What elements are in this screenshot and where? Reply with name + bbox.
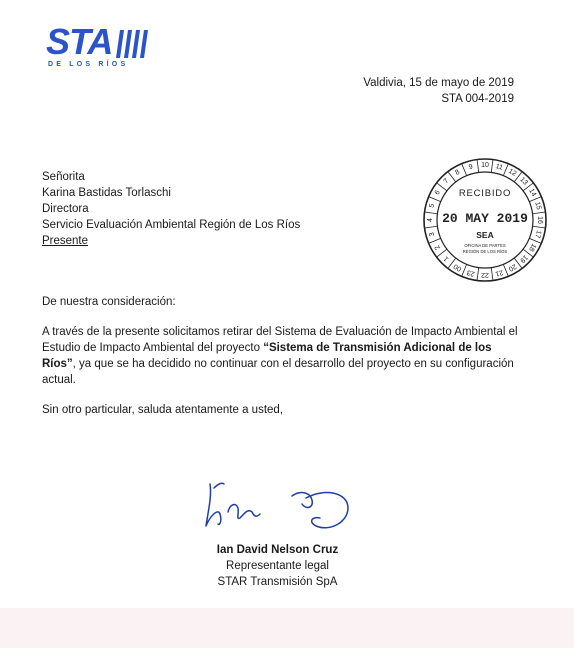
stamp-ring-number: 20: [507, 262, 518, 273]
stamp-ring-number: 12: [507, 167, 518, 178]
recipient-presente: Presente: [42, 235, 89, 247]
stamp-ring-number: 23: [466, 268, 476, 278]
signatory-company: STAR Transmisión SpA: [217, 576, 338, 588]
logo-subtitle: DE LOS RÍOS: [48, 61, 129, 68]
handwritten-signature: [196, 474, 360, 540]
received-stamp: [421, 156, 549, 284]
stamp-ring-number: 2: [433, 243, 442, 251]
stamp-ring-number: 1: [442, 254, 451, 263]
stamp-ring-number: 14: [527, 187, 538, 198]
reference-number: STA 004-2019: [441, 93, 514, 105]
body-paragraph: [42, 324, 520, 388]
stamp-ring-number: 8: [454, 168, 462, 177]
stamp-ring-number: 11: [494, 163, 504, 172]
stamp-label: RECIBIDO: [458, 188, 512, 199]
stamp-ring-divider: [429, 197, 441, 202]
stamp-ring-divider: [425, 226, 438, 228]
stamp-ring-number: 15: [533, 201, 543, 211]
stamp-line1: OFICINA DE PARTES: [464, 243, 506, 248]
date-reference-block: [363, 75, 514, 107]
stamp-ring-divider: [491, 160, 493, 173]
signatory-role: Representante legal: [226, 560, 329, 572]
recipient-salutation: Señorita: [42, 171, 85, 183]
stamp-ring-number: 22: [481, 271, 489, 278]
stamp-ring-divider: [491, 268, 493, 281]
stamp-ring-number: 13: [518, 176, 529, 187]
stamp-ring-divider: [477, 160, 479, 173]
stamp-ring-divider: [462, 164, 467, 176]
stamp-ring-number: 6: [433, 189, 442, 197]
stamp-office: SEA: [476, 230, 494, 240]
closing-line: Sin otro particular, saluda atentamente a usted,: [42, 404, 284, 416]
body-text-part1: A través de la presente solicitamos retirar del Sistema de Evaluación de Impacto Ambiental el Estudio de Impacto Ambiental del proyecto: [42, 326, 518, 354]
stamp-ring-number: 3: [428, 231, 437, 237]
recipient-title: Directora: [42, 203, 89, 215]
body-text-part2: , ya que se ha decidido no continuar con el desarrollo del proyecto en su configuración actual.: [42, 358, 514, 386]
logo-bars-icon: [116, 30, 148, 58]
signatory-block: [190, 542, 365, 590]
greeting: De nuestra consideración:: [42, 296, 176, 308]
stamp-ring-number: 17: [533, 229, 543, 239]
stamp-ring-divider: [425, 212, 438, 214]
stamp-ring-number: 21: [494, 268, 504, 278]
stamp-ring-number: 9: [468, 163, 474, 172]
signatory-name: Ian David Nelson Cruz: [216, 544, 339, 556]
stamp-date: 20 MAY 2019: [442, 211, 528, 226]
recipient-name: Karina Bastidas Torlaschi: [42, 187, 171, 199]
stamp-line2: REGIÓN DE LOS RÍOS: [462, 249, 508, 254]
stamp-ring-number: 4: [427, 218, 434, 222]
project-name: “Sistema de Transmisión Adicional de los Ríos”: [42, 342, 492, 370]
stamp-ring-number: 16: [536, 216, 543, 224]
stamp-ring-number: 18: [527, 242, 538, 253]
recipient-block: [42, 169, 300, 249]
recipient-organization: Servicio Evaluación Ambiental Región de Los Ríos: [42, 219, 301, 231]
date-line: Valdivia, 15 de mayo de 2019: [363, 77, 514, 89]
company-logo: [46, 21, 146, 70]
logo-wordmark: STA: [46, 21, 113, 62]
stamp-ring-number: 5: [428, 203, 437, 209]
stamp-ring-divider: [477, 268, 479, 281]
stamp-ring-number: 7: [442, 177, 451, 186]
stamp-ring-divider: [533, 212, 546, 214]
stamp-ring-number: 19: [518, 253, 529, 264]
page-bottom-margin: [0, 608, 574, 648]
stamp-ring-divider: [533, 226, 546, 228]
stamp-ring-number: 00: [452, 262, 463, 273]
stamp-ring-number: 10: [481, 162, 489, 169]
stamp-ring-divider: [429, 238, 441, 243]
